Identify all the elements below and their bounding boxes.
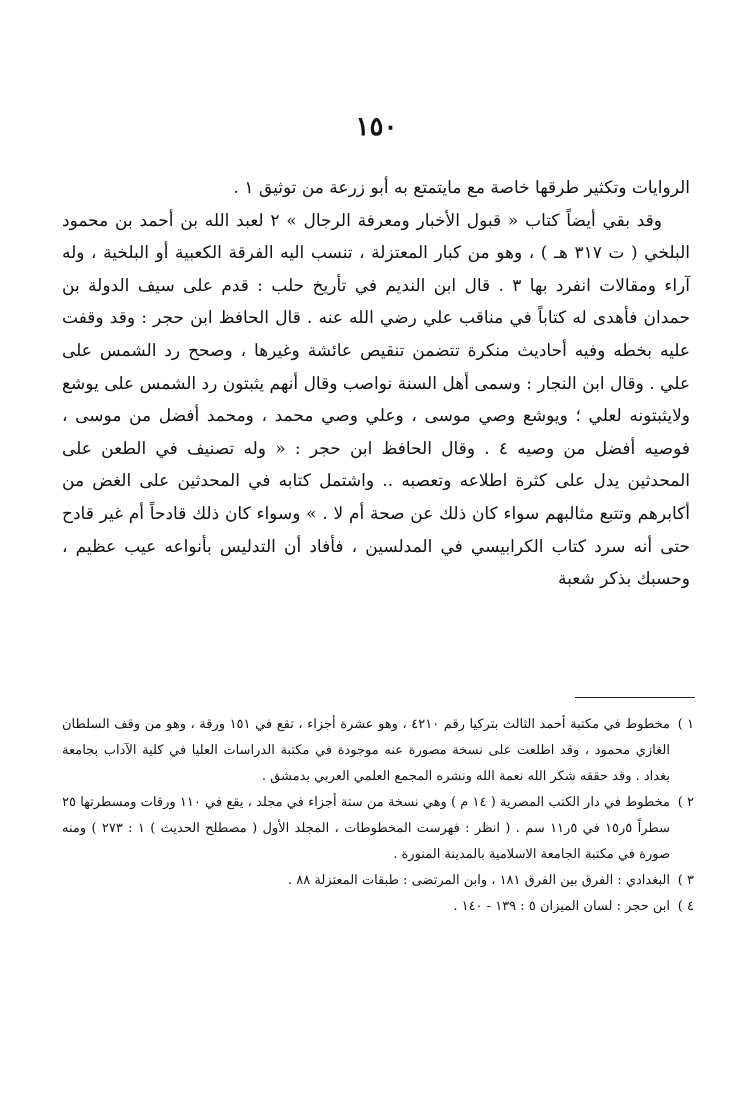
paragraph: وقد بقي أيضاً كتاب « قبول الأخبار ومعرفة الرجال » ٢ لعبد الله بن أحمد بن محمود البلخي ( ت ٣١٧ هـ ) ، وهو من كبار المعتزلة ، تنسب اليه الفرقة الكعبية أو البلخية ، وله آراء ومقالات انفرد بها ٣ . قال ابن النديم في تأريخ حلب : قدم على سيف الدولة بن حمدان فأهدى له كتاباً في مناقب علي رضي الله عنه . قال الحافظ ابن حجر : وقد وقفت عليه بخطه وفيه أحاديث منكرة تتضمن تنقيص عائشة وغيرها ، وصحح رد الشمس على علي . وقال ابن النجار : وسمى أهل السنة نواصب وقال أنهم يثبتون رد الشمس على يوشع ولايثبتونه لعلي ؛ ويوشع وصي موسى ، وعلي وصي محمد ، ومحمد أفضل من موسى ، فوصيه أفضل من وصيه ٤ . وقال الحافظ ابن حجر : « وله تصنيف في الطعن على المحدثين يدل على كثرة اطلاعه وتعصبه .. واشتمل كتابه في المحدثين على الغض من أكابرهم وتتبع مثالبهم سواء كان ذلك عن صحة أم لا . » وسواء كان ذلك قادحاً أم غير قادح حتى أنه سرد كتاب الكرابيسي في المدلسين ، فأفاد أن التدليس بأنواعه عيب عظيم ، وحسبك بذكر شعبة [62, 210, 690, 590]
footnote-number: ١ ) [677, 717, 694, 732]
paragraph: الروايات وتكثير طرقها خاصة مع مايتمتع به أبو زرعة من توثيق ١ . [233, 178, 690, 198]
footnote-text: ابن حجر : لسان الميزان ٥ : ١٣٩ - ١٤٠ . [453, 899, 670, 914]
footnotes [62, 712, 694, 920]
footnote-number: ٤ ) [677, 899, 694, 914]
footnote-number: ٣ ) [677, 873, 694, 888]
footnote [62, 790, 694, 868]
footnote-number: ٢ ) [677, 795, 694, 810]
footnote-divider [575, 697, 695, 698]
page-number: ١٥٠ [355, 112, 398, 142]
footnote-text: مخطوط في دار الكتب المصرية ( ١٤ م ) وهي نسخة من ستة أجزاء في مجلد ، يقع في ١١٠ ورقات ومسطرتها ٢٥ سطراً ٥ر١٥ في ٥ر١١ سم . ( انظر : فهرست المخطوطات ، المجلد الأول ( مصطلح الحديث ) ١ : ٢٧٣ ) ومنه صورة في مكتبة الجامعة الاسلامية بالمدينة المنورة . [62, 795, 671, 862]
main-text [62, 172, 690, 596]
footnote [62, 868, 694, 894]
footnote-text: البغدادي : الفرق بين الفرق ١٨١ ، وابن المرتضى : طبقات المعتزلة ٨٨ . [288, 873, 670, 888]
footnote [62, 712, 694, 790]
footnote [62, 894, 694, 920]
footnote-text: مخطوط في مكتبة أحمد الثالث بتركيا رقم ٤٢١٠ ، وهو عشرة أجزاء ، تقع في ١٥١ ورقة ، وهو من وقف السلطان الغازي محمود ، وقد اطلعت على نسخة مصورة عنه موجودة في مكتبة الدراسات العليا في كلية الآداب بجامعة بغداد . وقد حققه شكر الله نعمة الله ونشره المجمع العلمي العربي بدمشق . [62, 717, 670, 784]
